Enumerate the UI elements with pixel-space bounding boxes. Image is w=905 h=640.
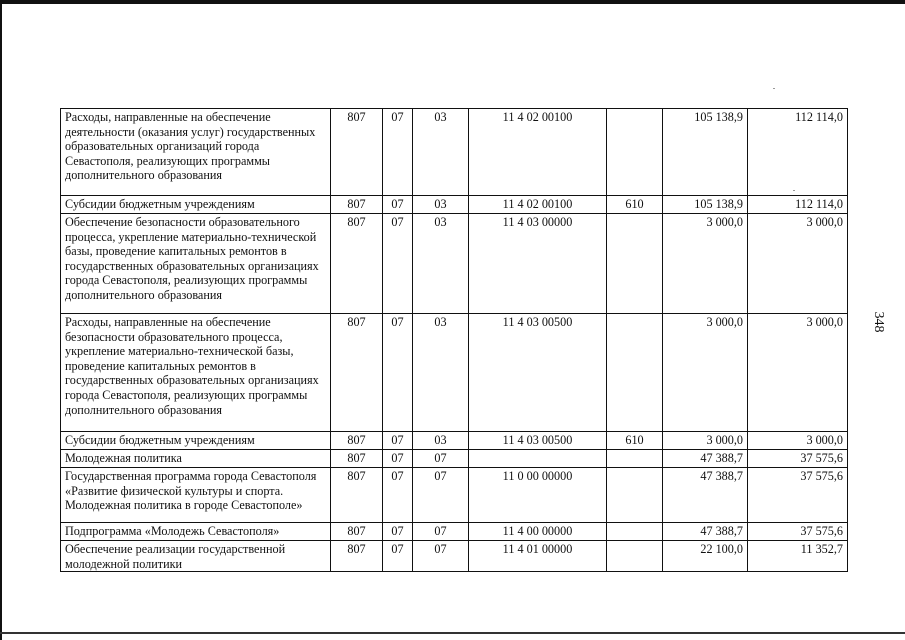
subsection-code: 07 [413, 541, 469, 572]
row-name: Подпрограмма «Молодежь Севастополя» [61, 523, 331, 541]
expense-type-code [607, 314, 663, 432]
expense-type-code [607, 523, 663, 541]
expense-type-code: 610 [607, 432, 663, 450]
amount-year-2: 112 114,0 [748, 109, 848, 196]
target-article-code: 11 4 01 00000 [469, 541, 607, 572]
section-code: 07 [383, 468, 413, 523]
section-code: 07 [383, 432, 413, 450]
subsection-code: 03 [413, 109, 469, 196]
row-name: Расходы, направленные на обеспечение безопасности образовательного процесса, укрепление материально-технической базы, проведение капитальных ремонтов в государственных образовательных организациях города Севастополя, реализующих программы дополнительного образования [61, 314, 331, 432]
ministry-code: 807 [331, 468, 383, 523]
ministry-code: 807 [331, 214, 383, 314]
row-name: Государственная программа города Севастополя «Развитие физической культуры и спорта. Молодежная политика в городе Севастополе» [61, 468, 331, 523]
target-article-code: 11 4 03 00500 [469, 314, 607, 432]
table-row [61, 109, 848, 196]
subsection-code: 07 [413, 450, 469, 468]
subsection-code: 03 [413, 314, 469, 432]
amount-year-1: 47 388,7 [663, 468, 748, 523]
section-code: 07 [383, 214, 413, 314]
target-article-code: 11 0 00 00000 [469, 468, 607, 523]
table-row [61, 314, 848, 432]
amount-year-2: 112 114,0 [748, 196, 848, 214]
table-row [61, 432, 848, 450]
row-name: Субсидии бюджетным учреждениям [61, 432, 331, 450]
page-number: 348 [871, 311, 886, 333]
target-article-code [469, 450, 607, 468]
amount-year-1: 3 000,0 [663, 432, 748, 450]
section-code: 07 [383, 523, 413, 541]
amount-year-1: 105 138,9 [663, 196, 748, 214]
ministry-code: 807 [331, 450, 383, 468]
amount-year-2: 37 575,6 [748, 450, 848, 468]
section-code: 07 [383, 196, 413, 214]
row-name: Расходы, направленные на обеспечение деятельности (оказания услуг) государственных образовательных организаций города Севастополя, реализующих программы дополнительного образования [61, 109, 331, 196]
ministry-code: 807 [331, 196, 383, 214]
scan-border-left [0, 0, 2, 640]
row-name: Субсидии бюджетным учреждениям [61, 196, 331, 214]
budget-table [60, 108, 848, 572]
section-code: 07 [383, 314, 413, 432]
expense-type-code [607, 541, 663, 572]
budget-table-body [61, 109, 848, 572]
table-row [61, 468, 848, 523]
table-row [61, 214, 848, 314]
table-row [61, 523, 848, 541]
expense-type-code [607, 214, 663, 314]
table-row [61, 196, 848, 214]
amount-year-2: 37 575,6 [748, 468, 848, 523]
row-name: Обеспечение реализации государственной молодежной политики [61, 541, 331, 572]
amount-year-2: 37 575,6 [748, 523, 848, 541]
amount-year-2: 11 352,7 [748, 541, 848, 572]
amount-year-1: 47 388,7 [663, 450, 748, 468]
target-article-code: 11 4 03 00500 [469, 432, 607, 450]
amount-year-2: 3 000,0 [748, 432, 848, 450]
amount-year-1: 47 388,7 [663, 523, 748, 541]
target-article-code: 11 4 02 00100 [469, 109, 607, 196]
ministry-code: 807 [331, 541, 383, 572]
target-article-code: 11 4 03 00000 [469, 214, 607, 314]
ministry-code: 807 [331, 109, 383, 196]
scan-border-top [0, 0, 905, 4]
amount-year-1: 22 100,0 [663, 541, 748, 572]
section-code: 07 [383, 450, 413, 468]
row-name: Молодежная политика [61, 450, 331, 468]
expense-type-code: 610 [607, 196, 663, 214]
target-article-code: 11 4 00 00000 [469, 523, 607, 541]
expense-type-code [607, 109, 663, 196]
ministry-code: 807 [331, 523, 383, 541]
ministry-code: 807 [331, 314, 383, 432]
subsection-code: 07 [413, 468, 469, 523]
subsection-code: 07 [413, 523, 469, 541]
table-row [61, 541, 848, 572]
amount-year-2: 3 000,0 [748, 214, 848, 314]
ministry-code: 807 [331, 432, 383, 450]
subsection-code: 03 [413, 196, 469, 214]
expense-type-code [607, 468, 663, 523]
section-code: 07 [383, 541, 413, 572]
amount-year-1: 105 138,9 [663, 109, 748, 196]
amount-year-2: 3 000,0 [748, 314, 848, 432]
subsection-code: 03 [413, 432, 469, 450]
scan-speck [773, 88, 775, 89]
section-code: 07 [383, 109, 413, 196]
table-row [61, 450, 848, 468]
scan-border-bottom [0, 632, 905, 634]
row-name: Обеспечение безопасности образовательного процесса, укрепление материально-технической базы, проведение капитальных ремонтов в государственных образовательных организациях города Севастополя, реализующих программы дополнительного образования [61, 214, 331, 314]
amount-year-1: 3 000,0 [663, 214, 748, 314]
target-article-code: 11 4 02 00100 [469, 196, 607, 214]
expense-type-code [607, 450, 663, 468]
subsection-code: 03 [413, 214, 469, 314]
amount-year-1: 3 000,0 [663, 314, 748, 432]
